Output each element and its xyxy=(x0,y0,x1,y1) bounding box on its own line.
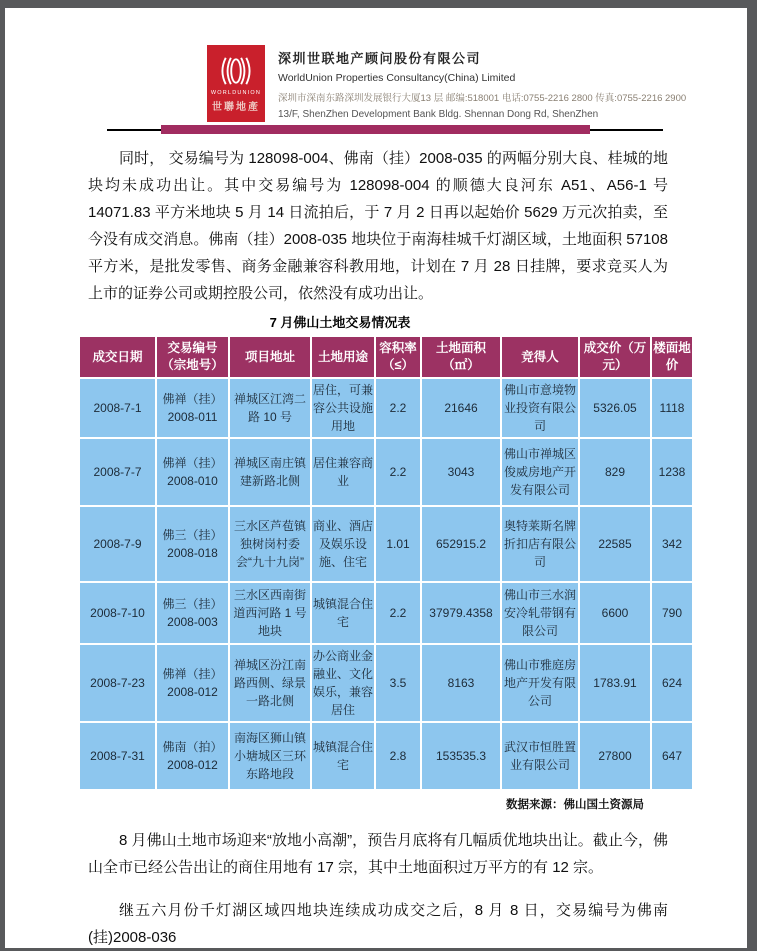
cell-date: 2008-7-23 xyxy=(79,644,156,722)
cell-land-use: 居住，可兼容公共设施用地 xyxy=(311,378,375,438)
company-logo xyxy=(207,45,265,122)
company-address-en: 13/F, ShenZhen Development Bank Bldg. Shennan Dong Rd, ShenZhen xyxy=(278,109,599,120)
cell-deal-price: 1783.91 xyxy=(579,644,651,722)
cell-land-use: 办公商业金融业、文化娱乐，兼容居住 xyxy=(311,644,375,722)
cell-winner: 佛山市三水润安冷轧带钢有限公司 xyxy=(501,582,579,644)
cell-address: 三水区西南街道西河路 1 号地块 xyxy=(229,582,311,644)
document-page xyxy=(5,8,747,948)
cell-land-area: 37979.4358 xyxy=(421,582,501,644)
cell-plot-ratio: 2.2 xyxy=(375,582,421,644)
cell-plot-ratio: 3.5 xyxy=(375,644,421,722)
cell-plot-ratio: 2.2 xyxy=(375,378,421,438)
cell-deal-no: 佛禅（挂）2008-010 xyxy=(156,438,229,506)
col-header-deal-no: 交易编号（宗地号） xyxy=(156,336,229,378)
table-title: 7 月佛山土地交易情况表 xyxy=(269,315,411,330)
cell-land-area: 21646 xyxy=(421,378,501,438)
cell-deal-no: 佛三（挂）2008-003 xyxy=(156,582,229,644)
cell-floor-price: 1238 xyxy=(651,438,693,506)
paragraph-failed-transactions: 同时， 交易编号为 128098-004、佛南（挂）2008-035 的两幅分别大良、桂城的地块均未成功出让。其中交易编号为 128098-004 的顺德大良河东 A51、A56-1 号 14071.83 平方米地块 5 月 14 日流拍后，于 7 月 2 日再以起始价 5629 万元次拍卖，至今没有成交消息。佛南（挂）2008-035 地块位于南海桂城千灯湖区域，土地面积 57108 平方米，是批发零售、商务金融兼容科教用地，计划在 7 月 28 日挂牌，要求竞买人为上市的证券公司或期控股公司，依然没有成功出让。 xyxy=(88,150,668,302)
col-header-winner: 竞得人 xyxy=(501,336,579,378)
cell-date: 2008-7-10 xyxy=(79,582,156,644)
table-row xyxy=(79,582,693,644)
cell-floor-price: 790 xyxy=(651,582,693,644)
table-row xyxy=(79,438,693,506)
cell-floor-price: 342 xyxy=(651,506,693,582)
cell-date: 2008-7-31 xyxy=(79,722,156,790)
table-row xyxy=(79,644,693,722)
col-header-plot-ratio: 容积率（≤） xyxy=(375,336,421,378)
col-header-land-area: 土地面积（㎡） xyxy=(421,336,501,378)
cell-address: 南海区狮山镇小塘城区三环东路地段 xyxy=(229,722,311,790)
cell-address: 禅城区汾江南路西侧、绿景一路北侧 xyxy=(229,644,311,722)
header-divider-bar xyxy=(161,125,590,134)
cell-address: 禅城区江湾二路 10 号 xyxy=(229,378,311,438)
cell-plot-ratio: 2.8 xyxy=(375,722,421,790)
paragraph-august-outlook: 8 月佛山土地市场迎来“放地小高潮”，预告月底将有几幅质优地块出让。截止今，佛山全市已经公告出让的商住用地有 17 宗，其中土地面积过万平方的有 12 宗。 xyxy=(88,832,668,876)
cell-deal-price: 5326.05 xyxy=(579,378,651,438)
logo-brand-en: WORLDUNION xyxy=(210,90,262,96)
company-name-cn: 深圳世联地产顾问股份有限公司 xyxy=(278,51,482,66)
letterhead xyxy=(5,8,747,120)
cell-deal-no: 佛禅（挂）2008-012 xyxy=(156,644,229,722)
cell-floor-price: 624 xyxy=(651,644,693,722)
cell-deal-no: 佛三（挂）2008-018 xyxy=(156,506,229,582)
cell-land-area: 3043 xyxy=(421,438,501,506)
cell-land-area: 153535.3 xyxy=(421,722,501,790)
cell-land-area: 652915.2 xyxy=(421,506,501,582)
cell-address: 禅城区南庄镇建新路北侧 xyxy=(229,438,311,506)
cell-winner: 佛山市禅城区俊威房地产开发有限公司 xyxy=(501,438,579,506)
cell-date: 2008-7-7 xyxy=(79,438,156,506)
document-body xyxy=(78,145,692,951)
cell-winner: 佛山市意境物业投资有限公司 xyxy=(501,378,579,438)
cell-deal-price: 829 xyxy=(579,438,651,506)
cell-plot-ratio: 1.01 xyxy=(375,506,421,582)
land-transactions-table xyxy=(78,335,694,791)
table-row xyxy=(79,506,693,582)
col-header-address: 项目地址 xyxy=(229,336,311,378)
col-header-date: 成交日期 xyxy=(79,336,156,378)
cell-land-use: 城镇混合住宅 xyxy=(311,722,375,790)
cell-land-use: 居住兼容商业 xyxy=(311,438,375,506)
cell-deal-price: 22585 xyxy=(579,506,651,582)
logo-emblem-icon xyxy=(214,54,258,88)
cell-deal-price: 6600 xyxy=(579,582,651,644)
logo-brand-cn: 世聯地產 xyxy=(212,102,260,113)
cell-date: 2008-7-1 xyxy=(79,378,156,438)
cell-deal-no: 佛禅（挂）2008-011 xyxy=(156,378,229,438)
cell-floor-price: 1118 xyxy=(651,378,693,438)
col-header-land-use: 土地用途 xyxy=(311,336,375,378)
cell-land-area: 8163 xyxy=(421,644,501,722)
cell-land-use: 城镇混合住宅 xyxy=(311,582,375,644)
table-row xyxy=(79,378,693,438)
table-header-row xyxy=(79,336,693,378)
cell-address: 三水区芦苞镇独树岗村委会“九十九岗” xyxy=(229,506,311,582)
table-source: 数据来源：佛山国土资源局 xyxy=(506,799,644,811)
cell-land-use: 商业、酒店及娱乐设施、住宅 xyxy=(311,506,375,582)
company-address-cn: 深圳市深南东路深圳发展银行大厦13 层 邮编:518001 电话:0755-2216 2800 传真:0755-2216 2900 xyxy=(278,93,687,104)
company-name-en: WorldUnion Properties Consultancy(China) Limited xyxy=(278,72,516,84)
cell-winner: 奥特莱斯名牌折扣店有限公司 xyxy=(501,506,579,582)
header-divider xyxy=(5,120,747,136)
cell-date: 2008-7-9 xyxy=(79,506,156,582)
cell-deal-price: 27800 xyxy=(579,722,651,790)
col-header-deal-price: 成交价（万元） xyxy=(579,336,651,378)
cell-deal-no: 佛南（拍）2008-012 xyxy=(156,722,229,790)
cell-floor-price: 647 xyxy=(651,722,693,790)
letterhead-text xyxy=(278,48,718,120)
paragraph-august-deal: 继五六月份千灯湖区域四地块连续成功成交之后，8 月 8 日，交易编号为佛南(挂)2008-036 xyxy=(88,902,668,946)
table-row xyxy=(79,722,693,790)
col-header-floor-price: 楼面地价 xyxy=(651,336,693,378)
cell-winner: 佛山市雅庭房地产开发有限公司 xyxy=(501,644,579,722)
cell-plot-ratio: 2.2 xyxy=(375,438,421,506)
cell-winner: 武汉市恒胜置业有限公司 xyxy=(501,722,579,790)
